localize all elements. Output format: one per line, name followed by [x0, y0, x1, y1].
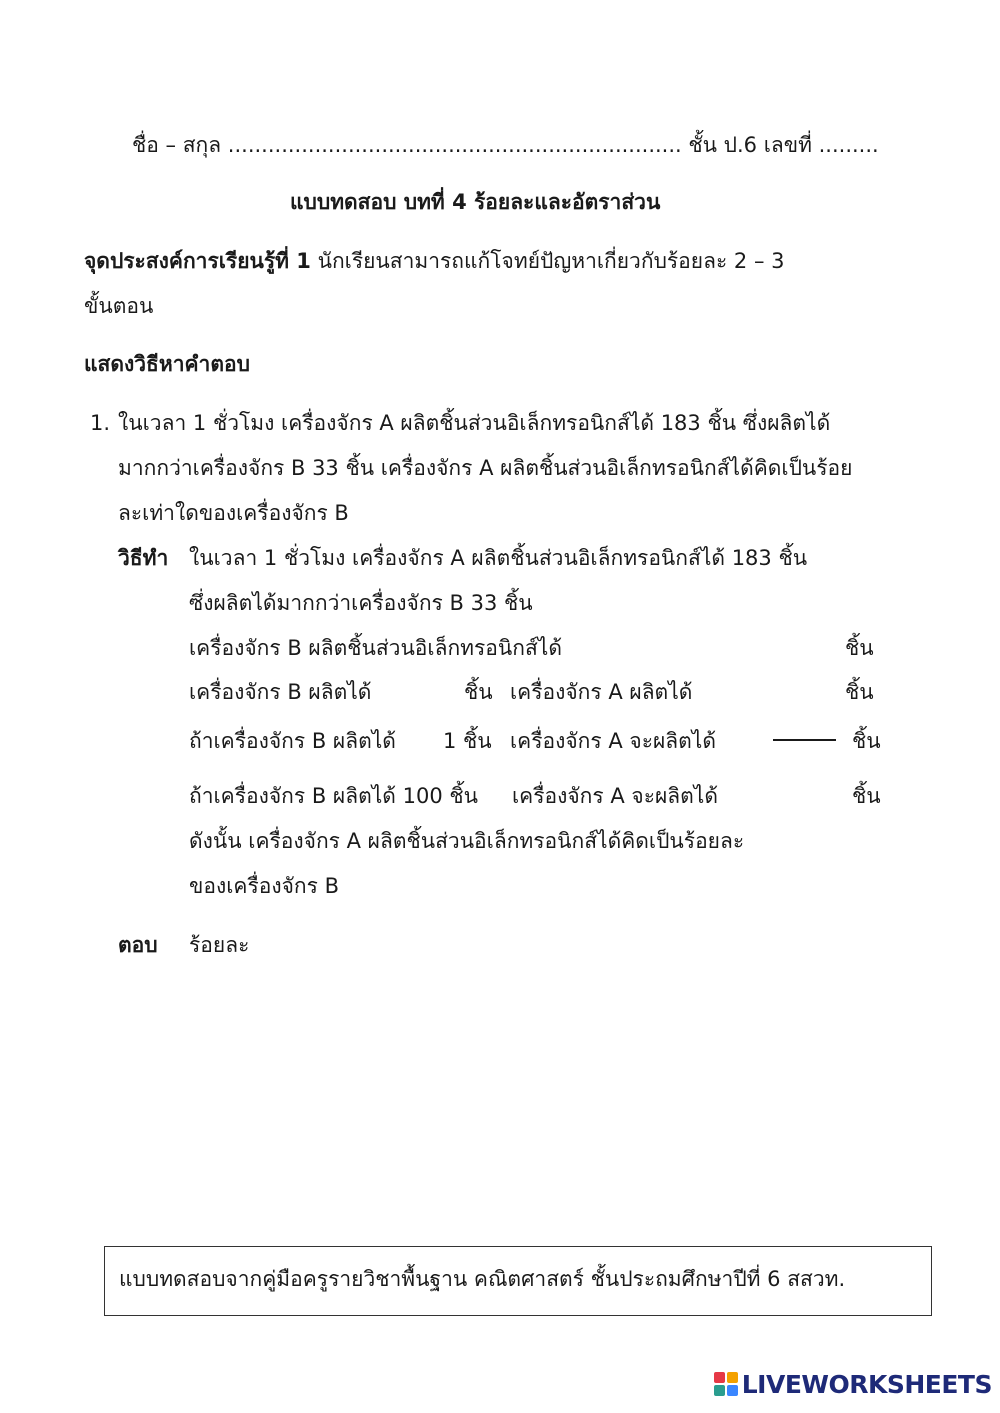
answer-label: ตอบ [118, 933, 158, 957]
solution-line: เครื่องจักร B ผลิตชิ้นส่วนอิเล็กทรอนิกส์ได้ [189, 636, 563, 660]
objective-label: จุดประสงค์การเรียนรู้ที่ 1 [84, 249, 311, 273]
logo-block [727, 1385, 738, 1396]
objective-text-cont: ขั้นตอน [84, 294, 154, 318]
unit-label: ชิ้น [845, 680, 874, 704]
question-number: 1. [90, 411, 111, 435]
solution-line: เครื่องจักร A จะผลิตได้ [512, 784, 718, 808]
unit-label: ชิ้น [852, 784, 881, 808]
source-note-box [104, 1246, 932, 1316]
solution-line: เครื่องจักร B ผลิตได้ [189, 680, 372, 704]
logo-block [714, 1372, 725, 1383]
unit-label: ชิ้น [845, 636, 874, 660]
solution-line: ซึ่งผลิตได้มากกว่าเครื่องจักร B 33 ชิ้น [189, 591, 533, 615]
fraction-bar [773, 739, 836, 741]
unit-label: ชิ้น [464, 680, 493, 704]
solution-line: เครื่องจักร A ผลิตได้ [510, 680, 693, 704]
question-line: ละเท่าใดของเครื่องจักร B [118, 501, 349, 525]
solution-line: ถ้าเครื่องจักร B ผลิตได้ [189, 729, 396, 753]
question-line: มากกว่าเครื่องจักร B 33 ชิ้น เครื่องจักร A ผลิตชิ้นส่วนอิเล็กทรอนิกส์ได้คิดเป็นร้อย [118, 456, 853, 480]
logo-block [714, 1385, 725, 1396]
solution-line: ดังนั้น เครื่องจักร A ผลิตชิ้นส่วนอิเล็กทรอนิกส์ได้คิดเป็นร้อยละ [189, 829, 745, 853]
logo-block [727, 1372, 738, 1383]
page-title: แบบทดสอบ บทที่ 4 ร้อยละและอัตราส่วน [290, 190, 661, 214]
objective [84, 246, 785, 276]
solution-line: ในเวลา 1 ชั่วโมง เครื่องจักร A ผลิตชิ้นส่วนอิเล็กทรอนิกส์ได้ 183 ชิ้น [189, 546, 808, 570]
solution-line: เครื่องจักร A จะผลิตได้ [510, 729, 716, 753]
source-note: แบบทดสอบจากคู่มือครูรายวิชาพื้นฐาน คณิตศาสตร์ ชั้นประถมศึกษาปีที่ 6 สสวท. [119, 1267, 846, 1291]
solution-line: ถ้าเครื่องจักร B ผลิตได้ 100 ชิ้น [189, 784, 478, 808]
question-line: ในเวลา 1 ชั่วโมง เครื่องจักร A ผลิตชิ้นส่วนอิเล็กทรอนิกส์ได้ 183 ชิ้น ซึ่งผลิตได้ [118, 411, 831, 435]
solution-label: วิธีทำ [118, 546, 169, 570]
quantity-label: 1 ชิ้น [443, 729, 492, 753]
answer-text: ร้อยละ [189, 933, 250, 957]
name-line: ชื่อ – สกุล .................................................................... ชั้น ป.6 เลขที่ ......... [132, 133, 879, 157]
logo-icon [714, 1372, 738, 1396]
solution-line: ของเครื่องจักร B [189, 874, 339, 898]
liveworksheets-logo [714, 1367, 992, 1401]
objective-text: นักเรียนสามารถแก้โจทย์ปัญหาเกี่ยวกับร้อยละ 2 – 3 [317, 249, 785, 273]
logo-text: LIVEWORKSHEETS [741, 1369, 992, 1399]
instruction: แสดงวิธีหาคำตอบ [84, 352, 250, 376]
unit-label: ชิ้น [852, 729, 881, 753]
